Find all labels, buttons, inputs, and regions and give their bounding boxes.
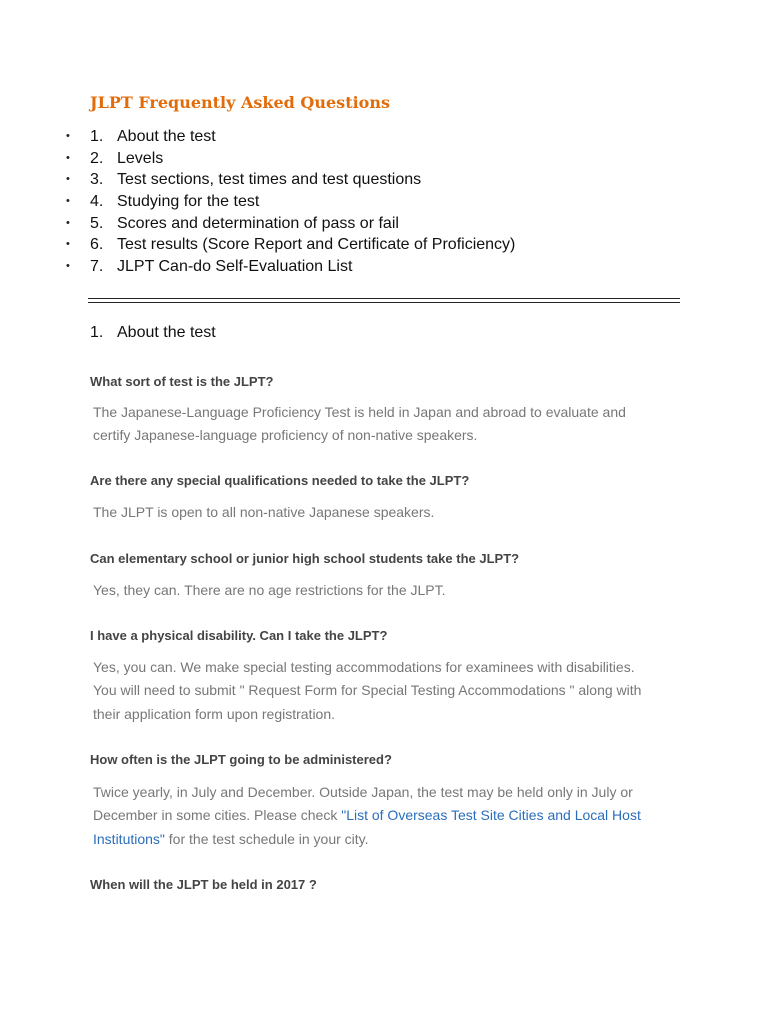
section-title: About the test [117, 324, 216, 341]
section-divider [88, 298, 680, 303]
faq-answer [93, 501, 693, 524]
toc-label: Test results (Score Report and Certificate of Proficiency) [117, 236, 516, 254]
bullet-icon: • [66, 260, 70, 273]
answer-line: Twice yearly, in July and December. Outside Japan, the test may be held only in July or [93, 784, 633, 800]
bullet-icon: • [66, 173, 70, 186]
toc-number: 2. [90, 149, 104, 167]
faq-answer [93, 656, 693, 726]
document-title: JLPT Frequently Asked Questions [90, 93, 390, 112]
faq-question: When will the JLPT be held in 2017 ? [90, 877, 317, 892]
toc-number: 6. [90, 236, 104, 254]
faq-question: How often is the JLPT going to be administered? [90, 752, 392, 767]
faq-answer [93, 401, 693, 448]
toc-number: 4. [90, 193, 104, 211]
toc-number: 3. [90, 171, 104, 189]
bullet-icon: • [66, 238, 70, 251]
toc-label: About the test [117, 128, 216, 145]
bullet-icon: • [66, 130, 70, 142]
faq-question: What sort of test is the JLPT? [90, 374, 274, 389]
faq-question: I have a physical disability. Can I take the JLPT? [90, 628, 388, 643]
toc-label: Scores and determination of pass or fail [117, 214, 399, 232]
faq-answer [93, 579, 693, 602]
answer-line: Yes, they can. There are no age restrictions for the JLPT. [93, 582, 446, 598]
answer-line: December in some cities. Please check [93, 807, 342, 824]
toc-label: Test sections, test times and test questions [117, 171, 422, 189]
link-text: Institutions" [93, 830, 165, 847]
answer-line: Yes, you can. We make special testing accommodations for examinees with disabilities. [93, 659, 635, 675]
toc-number: 1. [90, 128, 104, 145]
answer-line: The Japanese-Language Proficiency Test is held in Japan and abroad to evaluate and [93, 404, 626, 420]
answer-line: their application form upon registration. [93, 705, 336, 722]
toc-number: 7. [90, 258, 104, 276]
faq-question: Are there any special qualifications needed to take the JLPT? [90, 473, 470, 488]
faq-answer [93, 781, 693, 851]
toc-label: Levels [117, 149, 164, 167]
answer-line: certify Japanese-language proficiency of non-native speakers. [93, 427, 478, 444]
answer-line: for the test schedule in your city. [164, 830, 369, 847]
toc-label: Studying for the test [117, 193, 260, 211]
link-text: "List of Overseas Test Site Cities and Local Host [341, 807, 641, 824]
bullet-icon: • [66, 195, 70, 208]
answer-line: The JLPT is open to all non-native Japanese speakers. [93, 504, 435, 520]
answer-line: You will need to submit " Request Form for Special Testing Accommodations " along with [93, 682, 642, 699]
bullet-icon: • [66, 151, 70, 164]
toc-number: 5. [90, 214, 104, 232]
section-number: 1. [90, 324, 104, 341]
bullet-icon: • [66, 216, 70, 229]
section-heading [0, 322, 768, 344]
faq-question: Can elementary school or junior high school students take the JLPT? [90, 551, 520, 566]
toc-label: JLPT Can-do Self-Evaluation List [117, 258, 353, 276]
